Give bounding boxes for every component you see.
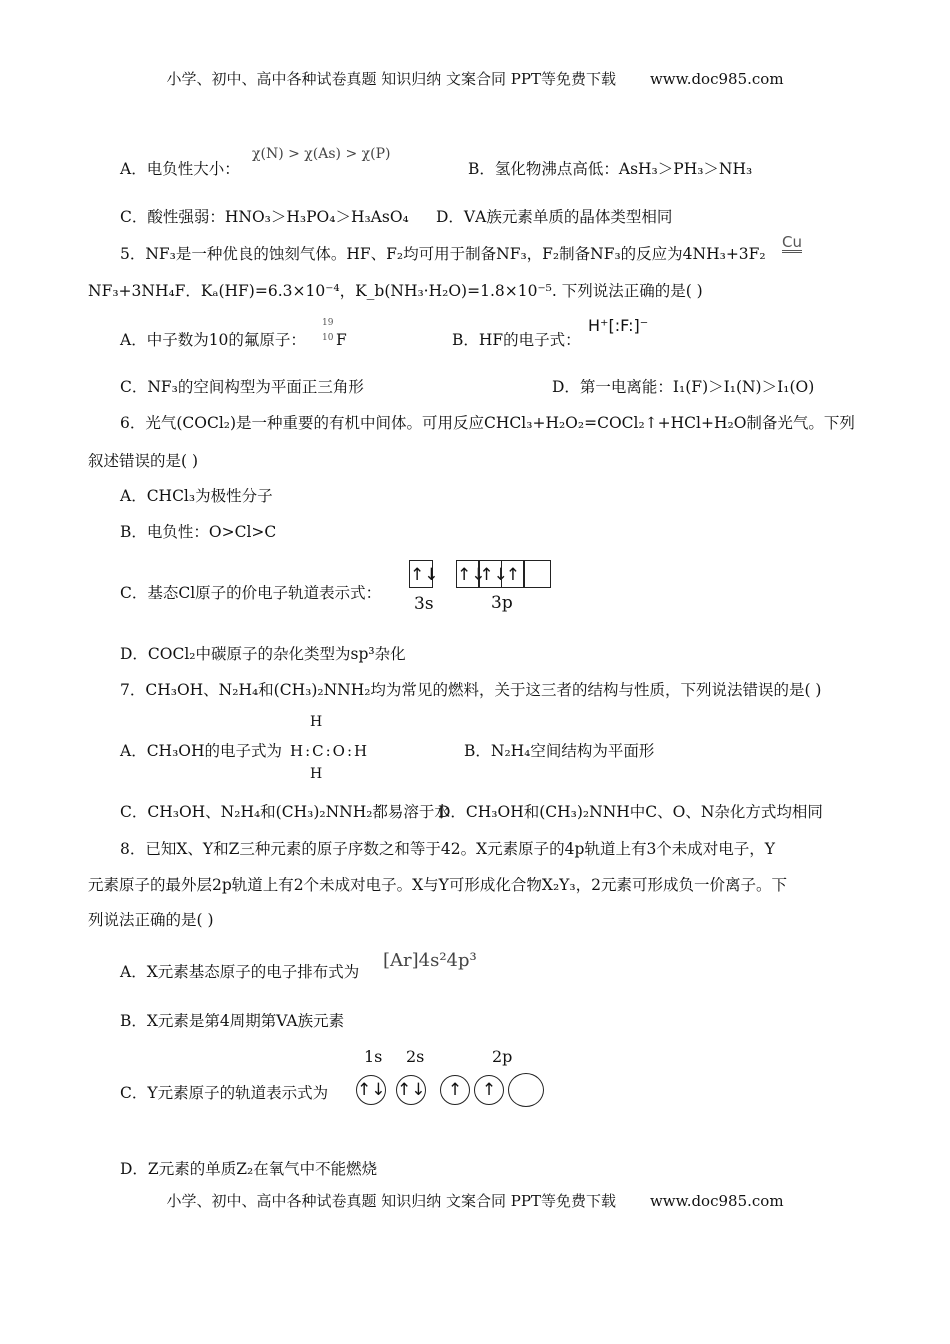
orbital-box — [478, 560, 508, 588]
page-header — [0, 68, 950, 89]
q5-stem-line2: NF₃+3NH₄F．Kₐ(HF)=6.3×10⁻⁴，K_b(NH₃·H₂O)=1.8×10⁻⁵. 下列说法正确的是( ) — [88, 282, 703, 300]
q6-label-3p: 3p — [491, 593, 513, 613]
header-text: 小学、初中、高中各种试卷真题 知识归纳 文案合同 PPT等免费下载 — [166, 70, 616, 88]
q5-stem-line1: 5．NF₃是一种优良的蚀刻气体。HF、F₂均可用于制备NF₃，F₂制备NF₃的反应为4NH₃+3F₂ — [120, 245, 766, 263]
page-footer — [0, 1190, 950, 1211]
orbital-circle — [396, 1075, 426, 1105]
q7-option-b: B．N₂H₄空间结构为平面形 — [464, 742, 655, 760]
orbital-box — [456, 560, 486, 588]
orbital-box — [409, 560, 439, 588]
electron-pair-icon: ↑↓ — [457, 565, 486, 585]
q7-stem: 7．CH₃OH、N₂H₄和(CH₃)₂NNH₂均为常见的燃料，关于这三者的结构与性质，下列说法错误的是( ) — [120, 681, 822, 699]
footer-site: www.doc985.com — [649, 1192, 784, 1210]
q4-option-a: A．电负性大小： — [120, 160, 240, 178]
q6-option-a: A．CHCl₃为极性分子 — [120, 487, 273, 505]
q5-option-d: D．第一电离能：I₁(F)＞I₁(N)＞I₁(O) — [552, 378, 815, 396]
q8-stem-line1: 8．已知X、Y和Z三种元素的原子序数之和等于42。X元素原子的4p轨道上有3个未成对电子，Y — [120, 840, 776, 858]
q6-orbital-3s — [409, 560, 439, 588]
q8-label-2s: 2s — [406, 1047, 425, 1066]
q5-option-a: A．中子数为10的氟原子： — [120, 331, 306, 349]
electron-up-icon: ↑ — [447, 1080, 463, 1100]
q8-option-c: C．Y元素原子的轨道表示式为 — [120, 1084, 329, 1102]
q6-stem-line2: 叙述错误的是( ) — [88, 452, 199, 470]
q8-stem-line2: 元素原子的最外层2p轨道上有2个未成对电子。X与Y可形成化合物X₂Y₃，2元素可形成负一价离子。下 — [88, 876, 787, 894]
q7-option-a: A．CH₃OH的电子式为 — [120, 742, 283, 760]
q4-option-c: C．酸性强弱：HNO₃＞H₃PO₄＞H₃AsO₄ — [120, 208, 409, 226]
q5-option-b: B．HF的电子式： — [452, 331, 581, 349]
q8-option-b: B．X元素是第4周期第VA族元素 — [120, 1012, 345, 1030]
footer-text: 小学、初中、高中各种试卷真题 知识归纳 文案合同 PPT等免费下载 — [166, 1192, 616, 1210]
q6-orbital-3p — [456, 560, 551, 588]
electron-pair-icon: ↑↓ — [410, 565, 439, 585]
orbital-box — [501, 560, 525, 588]
header-site: www.doc985.com — [649, 70, 784, 88]
electron-pair-icon: ↑ — [505, 565, 520, 585]
q8-option-a: A．X元素基态原子的电子排布式为 — [120, 963, 360, 981]
q6-option-b: B．电负性：O>Cl>C — [120, 523, 277, 541]
orbital-circle — [474, 1075, 504, 1105]
q5-option-c: C．NF₃的空间构型为平面正三角形 — [120, 378, 364, 396]
q8-label-2p: 2p — [492, 1047, 513, 1066]
orbital-circle — [508, 1073, 544, 1107]
q6-option-c: C．基态Cl原子的价电子轨道表示式： — [120, 584, 382, 602]
q6-label-3s: 3s — [414, 594, 434, 614]
q6-stem-line1: 6．光气(COCl₂)是一种重要的有机中间体。可用反应CHCl₃+H₂O₂=COCl₂↑+HCl+H₂O制备光气。下列 — [120, 414, 855, 432]
q4-option-a-formula: χ(N) > χ(As) > χ(P) — [252, 146, 391, 162]
orbital-circle — [440, 1075, 470, 1105]
q4-option-d: D．ⅤA族元素单质的晶体类型相同 — [436, 208, 673, 226]
orbital-circle — [356, 1075, 386, 1105]
q8-label-1s: 1s — [364, 1047, 383, 1066]
q7-option-d: D．CH₃OH和(CH₃)₂NNH中C、O、N杂化方式均相同 — [438, 803, 823, 821]
orbital-box — [523, 560, 551, 588]
electron-pair-icon: ↑↓ — [479, 565, 508, 585]
electron-pair-icon: ↑↓ — [397, 1080, 426, 1100]
q8-option-d: D．Z元素的单质Z₂在氧气中不能燃烧 — [120, 1160, 378, 1178]
q6-option-d: D．COCl₂中碳原子的杂化类型为sp³杂化 — [120, 645, 406, 663]
q7-lewis-bottom: H — [310, 766, 323, 782]
q8-orbital-diagram — [356, 1075, 544, 1107]
q4-option-b: B．氢化物沸点高低：AsH₃＞PH₃＞NH₃ — [468, 160, 753, 178]
q7-lewis-top: H — [310, 714, 323, 730]
q5-catalyst: Cu — [782, 233, 802, 251]
q5-option-b-formula: H⁺[:F:]⁻ — [588, 316, 649, 335]
q7-option-c: C．CH₃OH、N₂H₄和(CH₃)₂NNH₂都易溶于水 — [120, 803, 450, 821]
q8-option-a-config: [Ar]4s²4p³ — [383, 950, 477, 971]
q7-lewis-mid: H:C:O:H — [290, 742, 370, 760]
electron-up-icon: ↑ — [481, 1080, 497, 1100]
electron-pair-icon: ↑↓ — [357, 1080, 386, 1100]
q5-option-a-symbol: F — [336, 331, 347, 349]
q8-stem-line3: 列说法正确的是( ) — [88, 911, 214, 929]
q5-option-a-mass: 19 — [322, 318, 334, 328]
q5-option-a-number: 10 — [322, 333, 334, 343]
